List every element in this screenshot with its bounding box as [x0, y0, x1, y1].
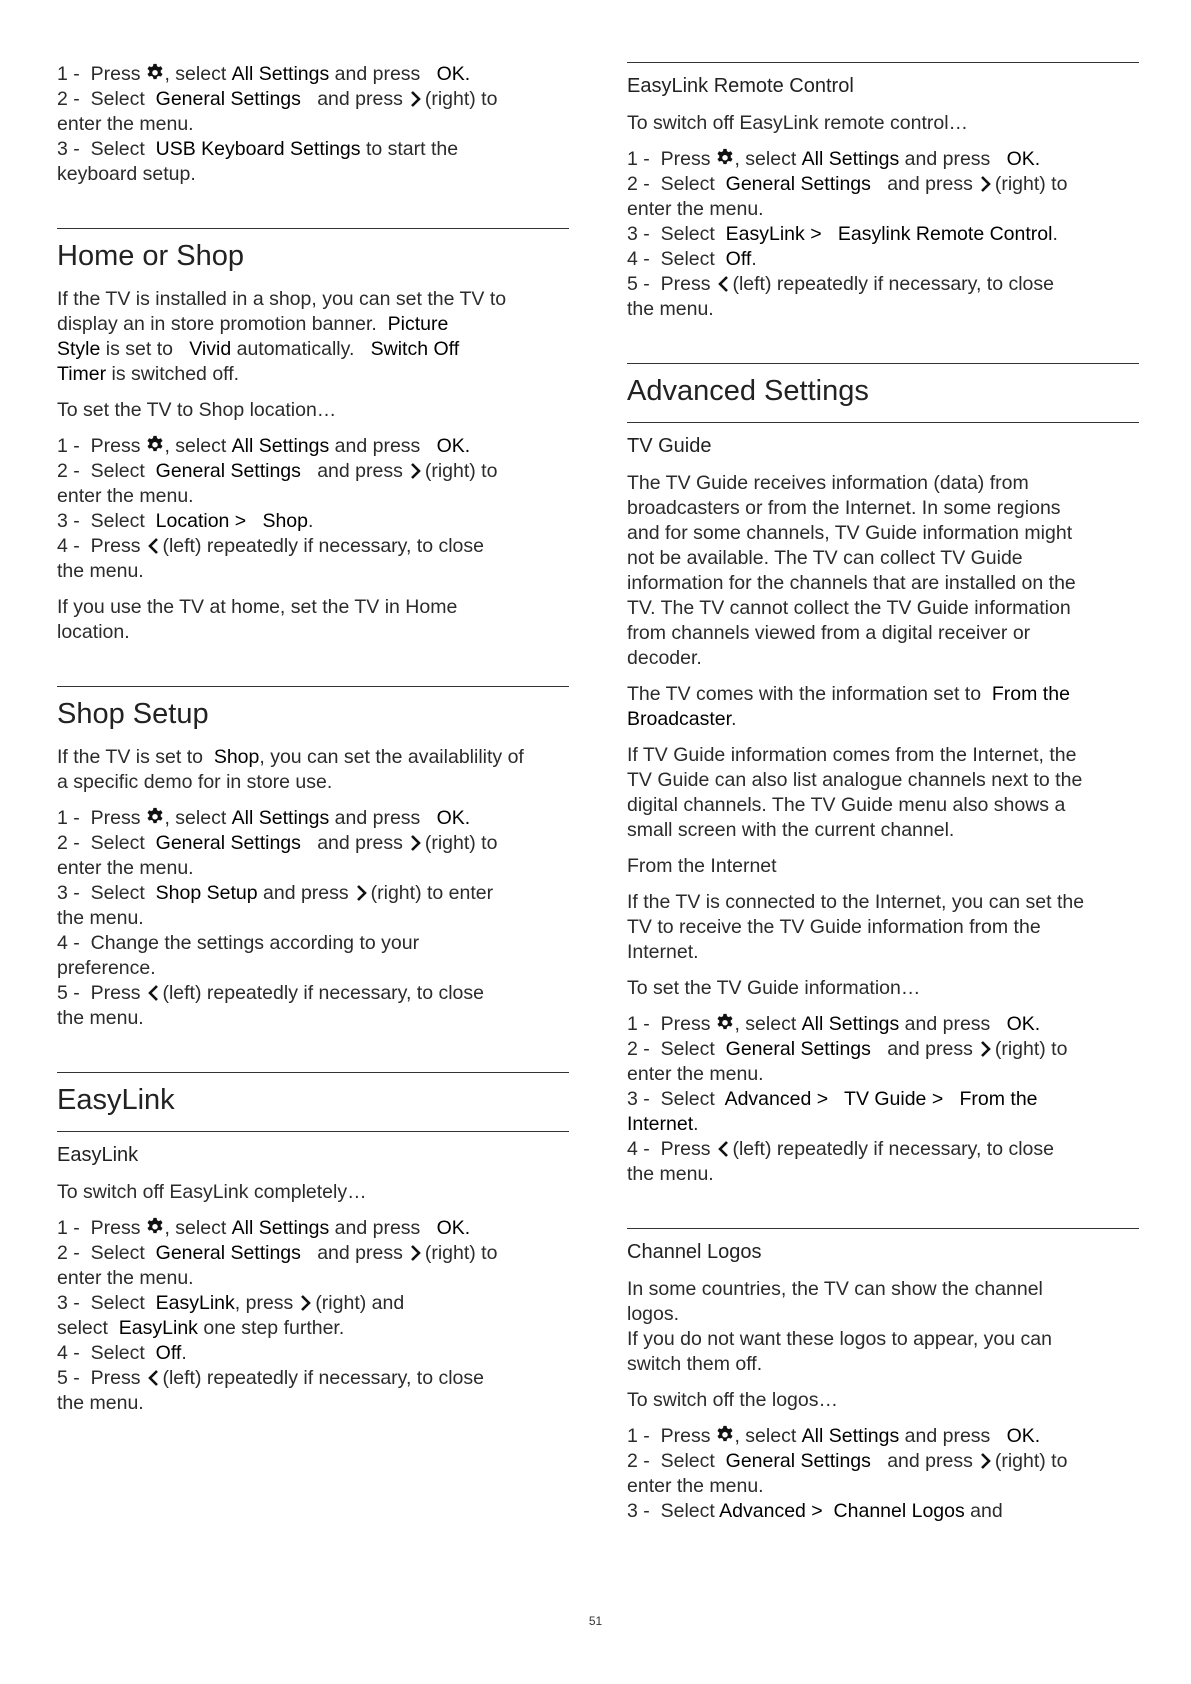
step-3: 3 - Select USB Keyboard Settings to start the — [57, 138, 459, 160]
channel-logos-paragraph: In some countries, the TV can show the channel logos. If you do not want these logos to appear, you can switch them off. — [627, 1278, 1052, 1375]
chevron-right-icon — [409, 90, 423, 108]
step-3: 3 - Select EasyLink > Easylink Remote Control. — [627, 223, 1058, 245]
shop-setup-steps — [57, 806, 569, 1031]
step-3-cont: keyboard setup. — [57, 163, 196, 185]
home-shop-intro: If the TV is installed in a shop, you can set the TV to display an in store promotion banner. Picture Style is set to Vivid automatically. Switch Off Timer is switched off. — [57, 288, 507, 385]
chevron-right-icon — [409, 834, 423, 852]
step-3: 3 - Select Location > Shop. — [57, 510, 314, 532]
tv-guide-to-set: To set the TV Guide information… — [627, 977, 921, 999]
step-2: 2 - Select General Settings and press (right) to — [627, 1450, 1068, 1472]
step-4: 4 - Press (left) repeatedly if necessary, to close — [57, 535, 484, 557]
chevron-right-icon — [979, 175, 993, 193]
step-3: 3 - Select Advanced > TV Guide > From the — [627, 1088, 1038, 1110]
easylink-intro: To switch off EasyLink completely… — [57, 1181, 367, 1203]
step-1: 1 - Press , select All Settings and press OK. — [57, 1217, 471, 1239]
chevron-left-icon — [716, 1140, 730, 1158]
subsection-divider — [627, 422, 1139, 423]
easylink-remote-steps — [627, 147, 1139, 322]
step-5-cont: the menu. — [627, 298, 714, 320]
advanced-settings-heading: Advanced Settings — [627, 375, 869, 407]
step-2-cont: enter the menu. — [57, 485, 194, 507]
channel-logos-subheading: Channel Logos — [627, 1241, 762, 1263]
step-5-cont: the menu. — [57, 1007, 144, 1029]
home-or-shop-heading: Home or Shop — [57, 240, 244, 272]
step-3: 3 - Select EasyLink, press (right) and — [57, 1292, 405, 1314]
step-3-cont: Internet. — [627, 1113, 699, 1135]
step-2-cont: enter the menu. — [57, 857, 194, 879]
chevron-left-icon — [146, 984, 160, 1002]
step-5-cont: the menu. — [57, 1392, 144, 1414]
step-2: 2 - Select General Settings and press (right) to — [57, 832, 498, 854]
step-3: 3 - Select Advanced > Channel Logos and — [627, 1500, 1003, 1522]
step-3-cont: the menu. — [57, 907, 144, 929]
page-number: 51 — [588, 1614, 603, 1628]
chevron-right-icon — [409, 462, 423, 480]
channel-logos-steps — [627, 1424, 1139, 1524]
step-3-cont: select EasyLink one step further. — [57, 1317, 345, 1339]
step-4: 4 - Select Off. — [627, 248, 757, 270]
subsection-divider — [627, 1228, 1139, 1229]
from-internet-subheading: From the Internet — [627, 855, 777, 877]
step-5: 5 - Press (left) repeatedly if necessary, to close — [57, 982, 484, 1004]
step-4: 4 - Select Off. — [57, 1342, 187, 1364]
right-column — [627, 62, 1139, 1535]
shop-setup-heading: Shop Setup — [57, 698, 209, 730]
chevron-left-icon — [146, 1369, 160, 1387]
chevron-right-icon — [299, 1294, 313, 1312]
step-2: 2 - Select General Settings and press (right) to — [57, 1242, 498, 1264]
step-4: 4 - Press (left) repeatedly if necessary, to close — [627, 1138, 1054, 1160]
section-divider — [57, 228, 569, 229]
step-5: 5 - Press (left) repeatedly if necessary, to close — [627, 273, 1054, 295]
easylink-remote-subheading: EasyLink Remote Control — [627, 75, 854, 97]
step-2: 2 - Select General Settings and press (right) to — [57, 88, 498, 110]
step-4-cont: the menu. — [627, 1163, 714, 1185]
step-2-cont: enter the menu. — [627, 198, 764, 220]
step-1: 1 - Press , select All Settings and press OK. — [627, 1425, 1041, 1447]
from-internet-paragraph: If the TV is connected to the Internet, you can set the TV to receive the TV Guide information from the Internet. — [627, 891, 1085, 963]
tv-guide-subheading: TV Guide — [627, 435, 712, 457]
left-column — [57, 62, 569, 1427]
chevron-left-icon — [716, 275, 730, 293]
easylink-steps — [57, 1216, 569, 1416]
step-4: 4 - Change the settings according to your — [57, 932, 420, 954]
easylink-remote-intro: To switch off EasyLink remote control… — [627, 112, 969, 134]
step-2-cont: enter the menu. — [57, 1267, 194, 1289]
easylink-subheading: EasyLink — [57, 1144, 139, 1166]
subsection-divider — [627, 62, 1139, 63]
step-2-cont: enter the menu. — [627, 1063, 764, 1085]
channel-logos-intro: To switch off the logos… — [627, 1389, 838, 1411]
shop-setup-intro: If the TV is set to Shop, you can set the availablility of a specific demo for in store use. — [57, 746, 524, 793]
chevron-left-icon — [146, 537, 160, 555]
tv-guide-paragraph-3: If TV Guide information comes from the Internet, the TV Guide can also list analogue channels next to the digital channels. The TV Guide menu also shows a small screen with the current channel. — [627, 744, 1083, 841]
step-3: 3 - Select Shop Setup and press (right) to enter — [57, 882, 494, 904]
step-4-cont: preference. — [57, 957, 156, 979]
step-5: 5 - Press (left) repeatedly if necessary, to close — [57, 1367, 484, 1389]
step-2-cont: enter the menu. — [627, 1475, 764, 1497]
chevron-right-icon — [979, 1040, 993, 1058]
step-1: 1 - Press , select All Settings and press OK. — [627, 148, 1041, 170]
step-1: 1 - Press , select All Settings and press OK. — [57, 63, 471, 85]
section-divider — [57, 1072, 569, 1073]
step-2: 2 - Select General Settings and press (right) to — [627, 173, 1068, 195]
step-2: 2 - Select General Settings and press (right) to — [627, 1038, 1068, 1060]
step-1: 1 - Press , select All Settings and press OK. — [627, 1013, 1041, 1035]
subsection-divider — [57, 1131, 569, 1132]
home-shop-to-set: To set the TV to Shop location… — [57, 399, 337, 421]
chevron-right-icon — [409, 1244, 423, 1262]
home-shop-steps — [57, 434, 569, 584]
step-2: 2 - Select General Settings and press (right) to — [57, 460, 498, 482]
section-divider — [627, 363, 1139, 364]
step-1: 1 - Press , select All Settings and press OK. — [57, 807, 471, 829]
section-divider — [57, 686, 569, 687]
step-1: 1 - Press , select All Settings and press OK. — [57, 435, 471, 457]
usb-keyboard-steps — [57, 62, 569, 187]
step-4-cont: the menu. — [57, 560, 144, 582]
chevron-right-icon — [355, 884, 369, 902]
chevron-right-icon — [979, 1452, 993, 1470]
easylink-heading: EasyLink — [57, 1084, 175, 1116]
tv-guide-steps — [627, 1012, 1139, 1187]
home-location-note: If you use the TV at home, set the TV in Home location. — [57, 596, 458, 643]
tv-guide-paragraph-1: The TV Guide receives information (data) from broadcasters or from the Internet. In some regions and for some channels, TV Guide information might not be available. The TV can collect TV Guide information for the channels that are installed on the TV. The TV cannot collect the TV Guide information from channels viewed from a digital receiver or decoder. — [627, 472, 1076, 669]
step-2-cont: enter the menu. — [57, 113, 194, 135]
tv-guide-paragraph-2: The TV comes with the information set to From the Broadcaster. — [627, 683, 1070, 730]
